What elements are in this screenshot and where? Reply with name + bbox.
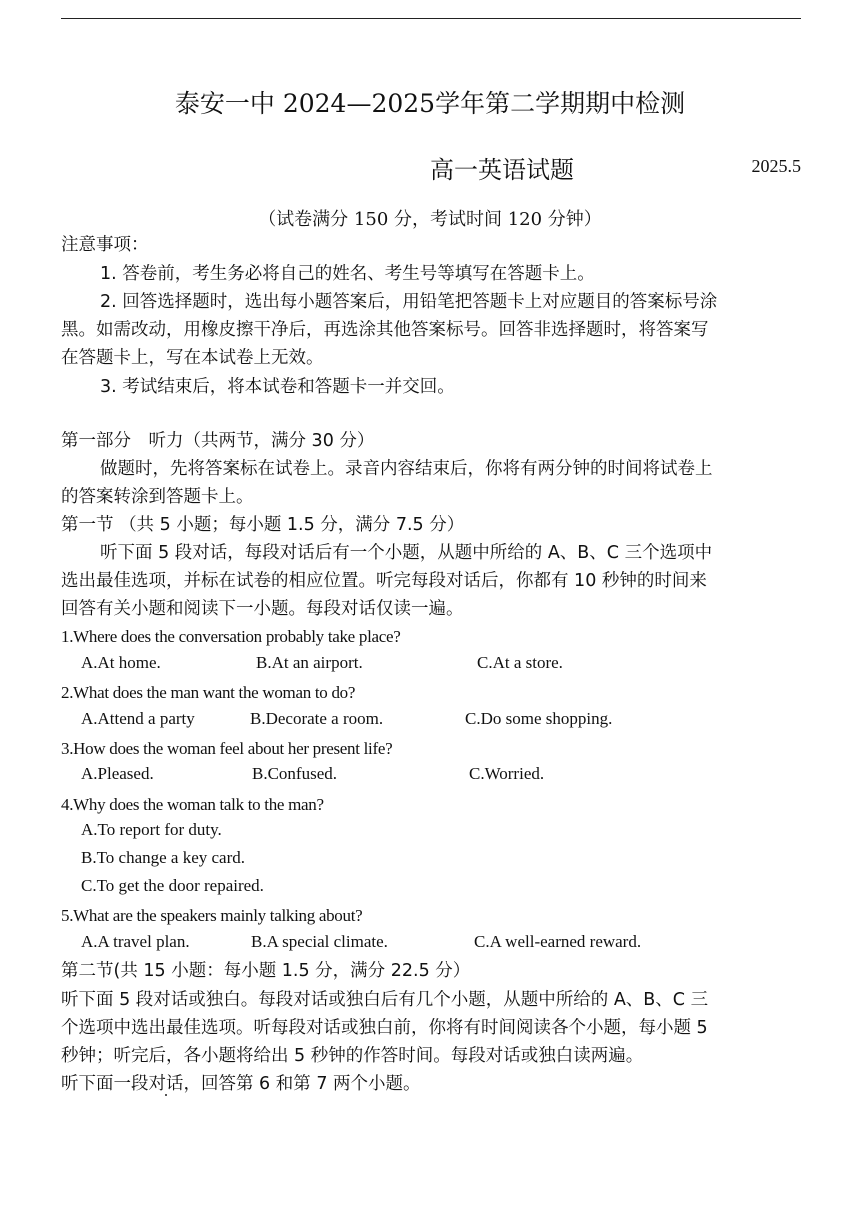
question-1: 1.Where does the conversation probably take place? — [61, 627, 401, 646]
section1-heading: 第一节 （共 5 小题；每小题 1.5 分，满分 7.5 分） — [61, 515, 465, 535]
q2-option-c: C.Do some shopping. — [465, 709, 613, 728]
section2-heading: 第二节(共 15 小题：每小题 1.5 分，满分 22.5 分） — [61, 961, 471, 981]
q5-option-c: C.A well-earned reward. — [474, 932, 642, 951]
notice-item-2-line-1: 2. 回答选择题时，选出每小题答案后，用铅笔把答题卡上对应题目的答案标号涂 — [100, 292, 718, 312]
q2-option-b: B.Decorate a room. — [250, 709, 384, 728]
question-4: 4.Why does the woman talk to the man? — [61, 795, 324, 814]
exam-subtitle: 高一英语试题 — [430, 156, 574, 184]
part1-intro-line-1: 做题时，先将答案标在试卷上。录音内容结束后，你将有两分钟的时间将试卷上 — [100, 459, 713, 479]
section1-instr-line-3: 回答有关小题和阅读下一小题。每段对话仅读一遍。 — [61, 599, 464, 619]
q2-option-a: A.Attend a party — [81, 709, 195, 728]
question-2: 2.What does the man want the woman to do? — [61, 683, 356, 702]
q1-option-a: A.At home. — [81, 653, 161, 672]
section1-instr-line-1: 听下面 5 段对话，每段对话后有一个小题，从题中所给的 A、B、C 三个选项中 — [100, 543, 713, 563]
stray-mark — [165, 1094, 167, 1096]
section2-next-instruction: 听下面一段对话，回答第 6 和第 7 两个小题。 — [61, 1074, 421, 1094]
q3-option-a: A.Pleased. — [81, 764, 154, 783]
section2-instr-line-3: 秒钟；听完后，各小题将给出 5 秒钟的作答时间。每段对话或独白读两遍。 — [61, 1046, 644, 1066]
q5-option-b: B.A special climate. — [251, 932, 388, 951]
section1-instr-line-2: 选出最佳选项，并标在试卷的相应位置。听完每段对话后，你都有 10 秒钟的时间来 — [61, 571, 707, 591]
question-3: 3.How does the woman feel about her present life? — [61, 739, 393, 758]
question-5: 5.What are the speakers mainly talking about? — [61, 906, 363, 925]
q4-option-a: A.To report for duty. — [81, 820, 222, 839]
q3-option-b: B.Confused. — [252, 764, 337, 783]
notice-item-2-line-3: 在答题卡上，写在本试卷上无效。 — [61, 348, 324, 368]
exam-note: （试卷满分 150 分，考试时间 120 分钟） — [258, 209, 602, 230]
q4-option-b: B.To change a key card. — [81, 848, 246, 867]
part1-heading: 第一部分 听力（共两节，满分 30 分） — [61, 431, 375, 451]
q3-option-c: C.Worried. — [469, 764, 545, 783]
notice-heading: 注意事项： — [61, 235, 149, 255]
exam-title: 泰安一中 2024—2025学年第二学期期中检测 — [174, 89, 686, 118]
q5-option-a: A.A travel plan. — [81, 932, 190, 951]
part1-intro-line-2: 的答案转涂到答题卡上。 — [61, 487, 254, 507]
notice-item-3: 3. 考试结束后，将本试卷和答题卡一并交回。 — [100, 377, 455, 397]
section2-instr-line-1: 听下面 5 段对话或独白。每段对话或独白后有几个小题，从题中所给的 A、B、C 三 — [61, 990, 709, 1010]
q1-option-b: B.At an airport. — [256, 653, 363, 672]
q4-option-c: C.To get the door repaired. — [81, 876, 264, 895]
q1-option-c: C.At a store. — [477, 653, 563, 672]
notice-item-1: 1. 答卷前，考生务必将自己的姓名、考生号等填写在答题卡上。 — [100, 264, 595, 284]
notice-item-2-line-2: 黑。如需改动，用橡皮擦干净后，再选涂其他答案标号。回答非选择题时，将答案写 — [61, 320, 709, 340]
exam-date: 2025.5 — [751, 156, 801, 176]
top-rule — [61, 18, 801, 19]
section2-instr-line-2: 个选项中选出最佳选项。听每段对话或独白前，你将有时间阅读各个小题，每小题 5 — [61, 1018, 708, 1038]
